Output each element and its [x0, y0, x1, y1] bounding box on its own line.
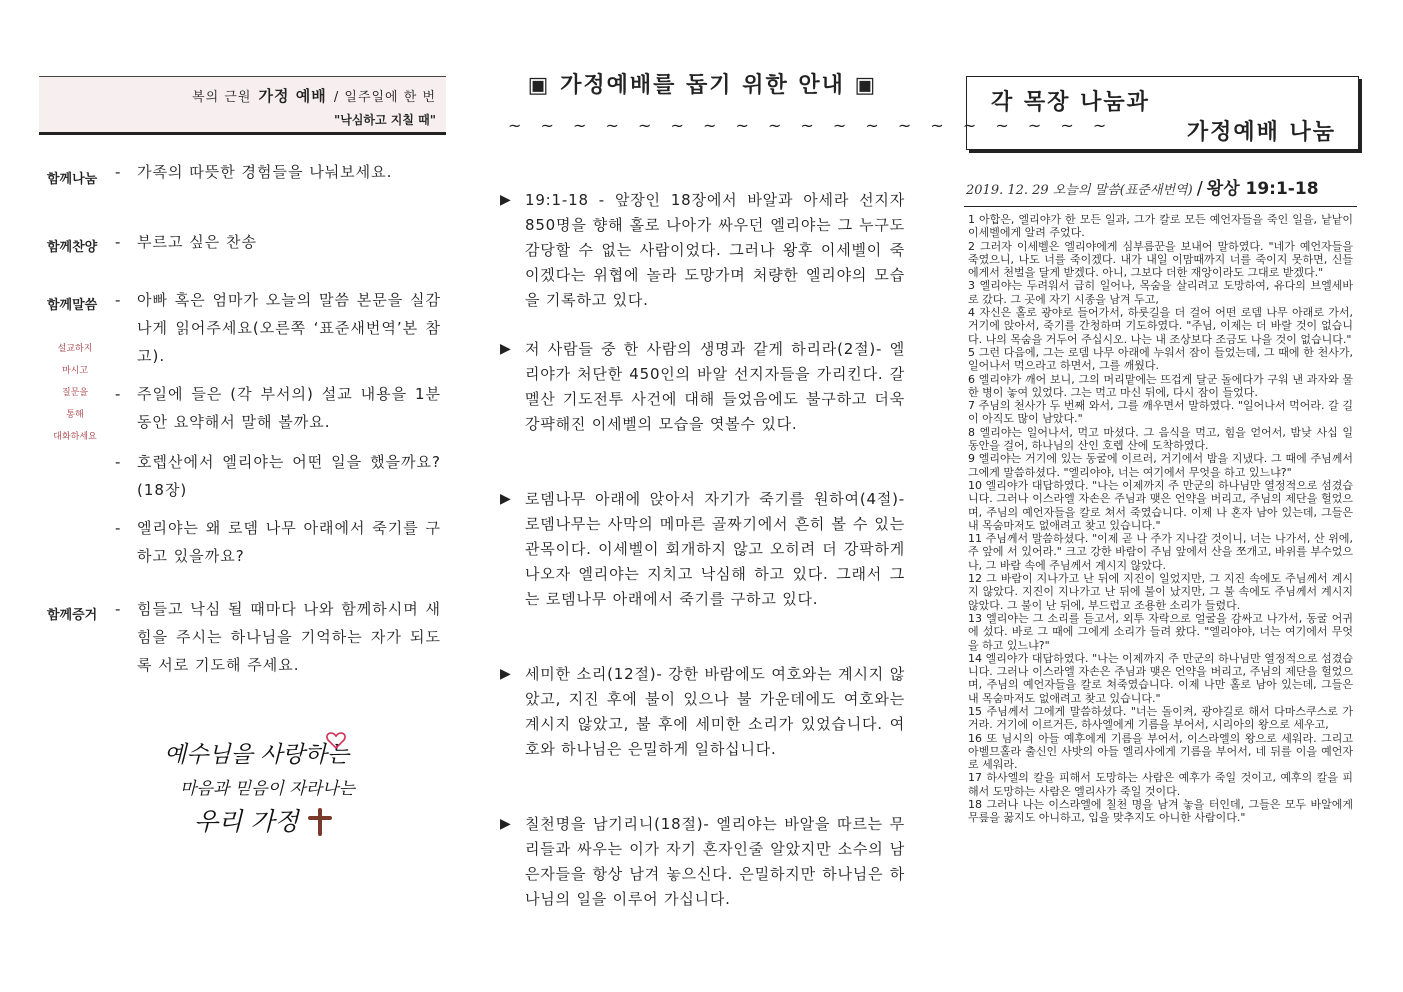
verse: 12 그 바람이 지나가고 난 뒤에 지진이 일었지만, 그 지진 속에도 주님께서 계시지 않았다. 지진이 지나가고 난 뒤에 불이 났지만, 그 불 속에도 주님께서 계시지 않았다. 그 불이 난 뒤에, 부드럽고 조용한 소리가 들렸다. [968, 572, 1353, 612]
header-prefix: 복의 근원 [192, 90, 252, 105]
header-bold-title: 가정 예배 [258, 87, 327, 105]
verse: 9 엘리야는 거기에 있는 동굴에 이르러, 거기에서 밤을 지냈다. 그 때에 주님께서 그에게 말씀하셨다. "엘리야야, 너는 여기에서 무엇을 하고 있느냐?" [968, 452, 1353, 479]
section-item: - 주일에 들은 (각 부서의) 설교 내용을 1분 동안 요약해서 말해 볼까요. [115, 385, 441, 431]
verse-text-box [964, 206, 1357, 937]
calligraphy-line-3: 우리 가정 [194, 807, 299, 836]
header-suffix: / 일주일에 한 번 [333, 90, 436, 105]
verse: 7 주님의 천사가 두 번째 와서, 그를 깨우면서 말하였다. "일어나서 먹어라. 갈 길이 아직도 많이 남았다." [968, 399, 1353, 426]
section-item: - 부르고 싶은 찬송 [115, 233, 257, 251]
section-item: - 호렙산에서 엘리야는 어떤 일을 했을까요?(18장) [115, 453, 441, 499]
triangle-bullet-icon: ▶ [500, 666, 512, 682]
cross-icon [310, 810, 330, 834]
reading-date: 2019. 12. 29 오늘의 말씀(표준새번역) [966, 183, 1193, 198]
section-item: - 힘들고 낙심 될 때마다 나와 함께하시며 새힘을 주시는 하나님을 기억하는 자가 되도록 서로 기도해 주세요. [115, 600, 441, 674]
guide-title: ▣ 가정예배를 돕기 위한 안내 ▣ [527, 73, 878, 98]
verse: 5 그런 다음에, 그는 로뎀 나무 아래에 누워서 잠이 들었는데, 그 때에 한 천사가, 일어나서 먹으라고 하면서, 그를 깨웠다. [968, 345, 1353, 373]
verse: 1 아합은, 엘리야가 한 모든 일과, 그가 칼로 모든 예언자들을 죽인 일을, 낱낱이 이세벨에게 알려 주었다. [968, 213, 1353, 240]
header-line-2: "낙심하고 지칠 때" [333, 113, 436, 127]
verse: 14 엘리야가 대답하였다. "나는 이제까지 주 만군의 하나님만 열정적으로 섬겼습니다. 그러나 이스라엘 자손은 주님과 맺은 언약을 버리고, 주님의 제단을 헐었으며, 주님의 예언자들을 칼로 쳐죽였습니다. 이제 나만 홀로 남아 있는데, 그들은 내 목숨마저도 없애려고 찾고 있습니다." [968, 651, 1353, 705]
triangle-bullet-icon: ▶ [500, 341, 512, 357]
section-label-word: 함께말씀 [47, 298, 98, 313]
wave-divider: ~ ~ ~ ~ ~ ~ ~ ~ ~ ~ ~ ~ ~ ~ ~ ~ ~ ~ ~ [508, 116, 1114, 135]
verse: 10 엘리야가 대답하였다. "나는 이제까지 주 만군의 하나님만 열정적으로 섬겼습니다. 그러나 이스라엘 자손은 주님과 맺은 언약을 버리고, 주님의 제단을 헐었으며, 주님의 예언자들을 칼로 쳐서 죽였습니다. 이제 나 혼자 남아 있는데, 그들은 내 목숨마저도 없애려고 찾고 있습니다." [968, 478, 1353, 532]
verse: 11 주님께서 말씀하셨다. "이제 곧 나 주가 지나갈 것이니, 너는 나가서, 산 위에, 주 앞에 서 있어라." 크고 강한 바람이 주님 앞에서 산을 쪼개고, 바위를 부수었으나, 그 바람 속에 주님께서 계시지 않았다. [968, 532, 1353, 572]
verse: 17 하사엘의 칼을 피해서 도망하는 사람은 예후가 죽일 것이고, 예후의 칼을 피해서 도망하는 사람은 엘리사가 죽일 것이다. [968, 771, 1353, 798]
guide-bullet: ▶ 세미한 소리(12절)- 강한 바람에도 여호와는 계시지 않았고, 지진 후에 불이 있으나 불 가운데에도 여호와는 계시지 않았고, 불 후에 세미한 소리가 있었습니다. 여호와 하나님은 은밀하게 일하십니다. [500, 662, 905, 762]
title-line-1: 각 목장 나눔과 [991, 90, 1150, 115]
verse: 3 엘리야는 두려워서 급히 일어나, 목숨을 살리려고 도망하여, 유다의 브엘세바로 갔다. 그 곳에 자기 시종을 남겨 두고, [968, 279, 1353, 306]
verse: 2 그러자 이세벨은 엘리야에게 심부름꾼을 보내어 말하였다. "네가 예언자들을 죽였으니, 나도 너를 죽이겠다. 내가 내일 이맘때까지 너를 죽이지 못하면, 신들에게서 천벌을 달게 받겠다. 아니, 그보다 더한 재앙이라도 그대로 받겠다." [968, 239, 1353, 280]
section-item: - 엘리야는 왜 로뎀 나무 아래에서 죽기를 구하고 있을까요? [115, 519, 441, 565]
side-note: 설교하지 마시고 질문을 통해 대화하세요 [53, 344, 97, 442]
section-item: - 가족의 따뜻한 경험들을 나눠보세요. [115, 163, 393, 181]
section-label-praise: 함께찬양 [47, 240, 98, 255]
header-line-1 [192, 85, 436, 106]
section-label-sharing: 함께나눔 [47, 172, 98, 187]
triangle-bullet-icon: ▶ [500, 491, 512, 507]
left-header-banner [39, 76, 446, 135]
verse: 8 엘리야는 일어나서, 먹고 마셨다. 그 음식을 먹고, 힘을 얻어서, 밤낮 사십 일 동안을 걸어, 하나님의 산인 호렙 산에 도착하였다. [968, 425, 1353, 453]
verse: 4 자신은 홀로 광야로 들어가서, 하룻길을 더 걸어 어떤 로뎀 나무 아래로 가서, 거기에 앉아서, 죽기를 간청하며 기도하였다. "주님, 이제는 더 바랄 것이 없습니다. 나의 목숨을 거두어 주십시오. 나는 내 조상보다 조금도 나을 것이 없습니다." [968, 306, 1353, 346]
book-reference: 왕상 19:1-18 [1206, 179, 1319, 199]
verse: 18 그러나 나는 이스라엘에 칠천 명을 남겨 놓을 터인데, 그들은 모두 바알에게 무릎을 꿇지도 아니하고, 입을 맞추지도 아니한 사람이다." [968, 798, 1353, 825]
scripture-reference: 2019. 12. 29 오늘의 말씀(표준새번역) / 왕상 19:1-18 [966, 178, 1319, 199]
section-item: - 아빠 혹은 엄마가 오늘의 말씀 본문을 실감나게 읽어주세요(오른쪽 ‘표준새번역’본 참고). [115, 291, 441, 365]
verse: 15 주님께서 그에게 말씀하셨다. "너는 돌이켜, 광야길로 해서 다마스쿠스로 가거라. 거기에 이르거든, 하사엘에게 기름을 부어서, 시리아의 왕으로 세우고, [968, 704, 1353, 732]
section-label-witness: 함께증거 [47, 608, 98, 623]
guide-bullet: ▶ 칠천명을 남기리니(18절)- 엘리야는 바알을 따르는 무리들과 싸우는 이가 자기 혼자인줄 알았지만 소수의 남은자들을 항상 남겨 놓으신다. 은밀하지만 하나님은 하나님의 일을 이루어 가십니다. [500, 812, 905, 912]
verse: 13 엘리야는 그 소리를 듣고서, 외투 자락으로 얼굴을 감싸고 나가서, 동굴 어귀에 섰다. 바로 그 때에 그에게 소리가 들려 왔다. "엘리야야, 너는 여기에서 무엇을 하고 있느냐?" [968, 611, 1353, 652]
verse: 6 엘리야가 깨어 보니, 그의 머리맡에는 뜨겁게 달군 돌에다가 구워 낸 과자와 물 한 병이 놓여 있었다. 그는 먹고 마신 뒤에, 다시 잠이 들었다. [968, 372, 1353, 399]
triangle-bullet-icon: ▶ [500, 816, 512, 832]
guide-bullet: ▶ 로뎀나무 아래에 앉아서 자기가 죽기를 원하여(4절)- 로뎀나무는 사막의 메마른 골짜기에서 흔히 볼 수 있는 관목이다. 이세벨이 회개하지 않고 오히려 더 강팍하게 나오자 엘리야는 지치고 낙심해 하고 있다. 그래서 그는 로뎀나무 아래에서 죽기를 구하고 있다. [500, 487, 905, 612]
calligraphy-line-2: 마음과 믿음이 자라나는 [180, 779, 356, 799]
sharing-title-box [966, 76, 1359, 150]
verse-list [964, 213, 1357, 825]
guide-bullet: ▶ 19:1-18 - 앞장인 18장에서 바알과 아세라 선지자 850명을 향해 홀로 나아가 싸우던 엘리야는 그 누구도 감당할 수 없는 사람이었다. 그러나 왕후 이세벨이 죽이겠다는 위협에 놀라 도망가며 처량한 엘리야의 모습을 기록하고 있다. [500, 188, 905, 313]
triangle-bullet-icon: ▶ [500, 192, 512, 208]
title-line-2: 가정예배 나눔 [1186, 120, 1336, 145]
guide-bullet: ▶ 저 사람들 중 한 사람의 생명과 같게 하리라(2절)- 엘리야가 처단한 450인의 바알 선지자들을 가리킨다. 갈멜산 기도전투 사건에 대해 들었음에도 불구하고 더욱 강퍅해진 이세벨의 모습을 엿볼수 있다. [500, 337, 905, 437]
verse: 16 또 님시의 아들 예후에게 기름을 부어서, 이스라엘의 왕으로 세워라. 그리고 아벨므홀라 출신인 사밧의 아들 엘리사에게 기름을 부어서, 네 뒤를 이을 예언자로 세워라. [968, 731, 1353, 772]
calligraphy-illustration [160, 722, 370, 842]
calligraphy-line-1: 예수님을 사랑하는 [164, 742, 350, 768]
